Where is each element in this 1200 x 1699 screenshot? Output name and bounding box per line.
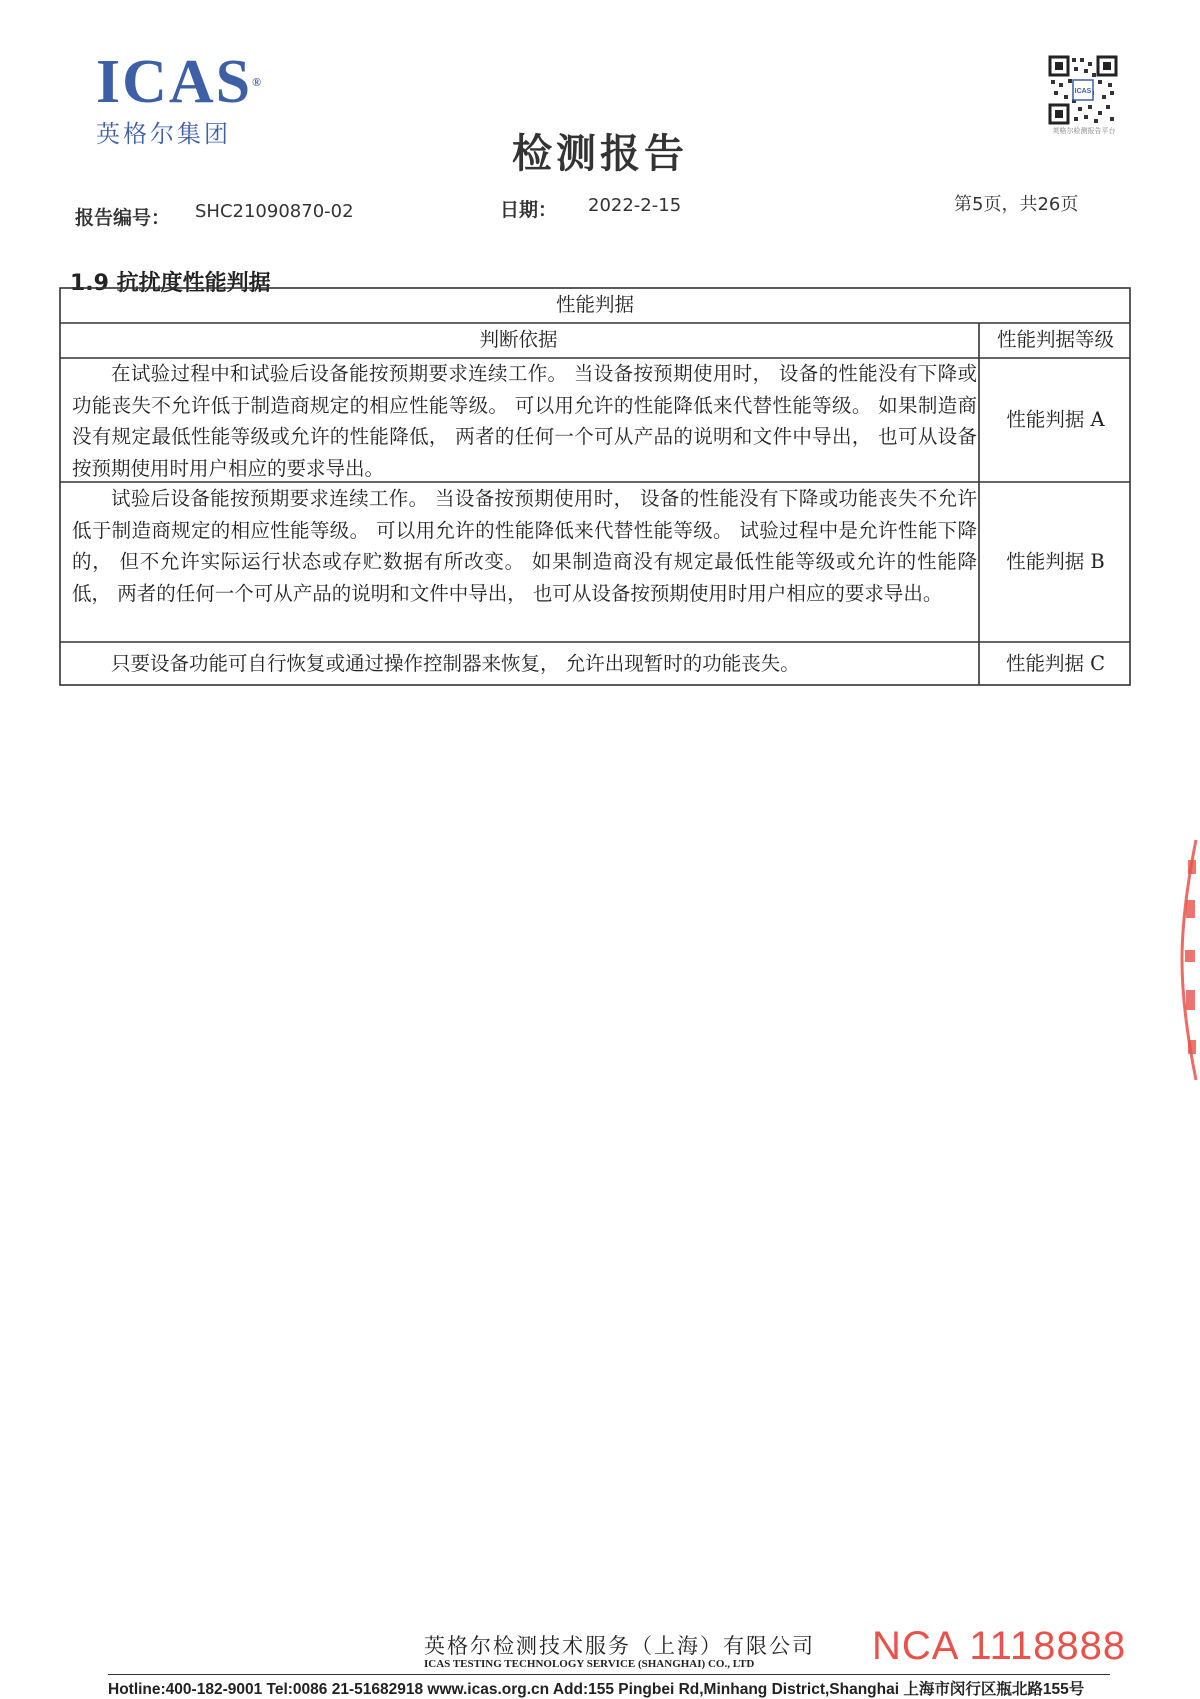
footer-company-english: ICAS TESTING TECHNOLOGY SERVICE (SHANGHAI) CO., LTD [424,1658,755,1670]
logo-chinese-name: 英格尔集团 [96,120,231,148]
qr-caption: 英格尔检测报告平台 [1052,127,1116,135]
report-number-label: 报告编号： [75,207,171,229]
footer-divider [108,1674,1110,1675]
date-label: 日期： [500,199,558,221]
criteria-b-grade: 性能判据 B [1006,550,1105,573]
criteria-c-basis: 只要设备功能可自行恢复或通过操作控制器来恢复， 允许出现暂时的功能丧失。 [111,652,800,675]
seal-stamp-fragment [1172,840,1200,1080]
qr-code-icon [1048,55,1118,125]
report-number: SHC21090870-02 [195,201,354,222]
page-number: 第5页，共26页 [954,194,1079,215]
criteria-c-grade: 性能判据 C [1005,652,1106,675]
table-header-basis: 判断依据 [479,328,558,351]
footer-company-name: 英格尔检测技术服务（上海）有限公司 [424,1634,815,1658]
page-title: 检测报告 [512,131,688,177]
date-value: 2022-2-15 [588,195,682,216]
svg-text:ICAS: ICAS [1074,88,1092,95]
criteria-a-basis: 在试验过程中和试验后设备能按预期要求连续工作。 当设备按预期使用时， 设备的性能没有下降或功能丧失不允许低于制造商规定的相应性能等级。 可以用允许的性能降低来代替性能等级。 如果制造商没有规定最低性能等级或允许的性能降低， 两者的任何一个可从产品的说明和文件中导出， 也可从设备按预期使用时用户相应的要求导出。 [72,362,977,480]
criteria-b-basis: 试验后设备能按预期要求连续工作。 当设备按预期使用时， 设备的性能没有下降或功能丧失不允许低于制造商规定的相应性能等级。 可以用允许的性能降低来代替性能等级。 试验过程中是允许性能下降的， 但不允许实际运行状态或存贮数据有所改变。 如果制造商没有规定最低性能等级或允许的性能降低， 两者的任何一个可从产品的说明和文件中导出， 也可从设备按预期使用时用户相应的要求导出。 [72,487,977,605]
section-title: 1.9 抗扰度性能判据 [70,271,271,296]
table-header-main: 性能判据 [555,293,634,316]
table-header-grade: 性能判据等级 [996,328,1114,351]
performance-criteria-table [58,286,1132,687]
footer-contact-info: Hotline:400-182-9001 Tel:0086 21-51682918 www.icas.org.cn Add:155 Pingbei Rd,Minhang District,Shanghai 上海市闵行区瓶北路155号 [108,1681,1085,1698]
serial-number: NCA 1118888 [872,1624,1127,1668]
criteria-a-grade: 性能判据 A [1006,408,1105,431]
logo-text: ICAS® [96,48,264,116]
